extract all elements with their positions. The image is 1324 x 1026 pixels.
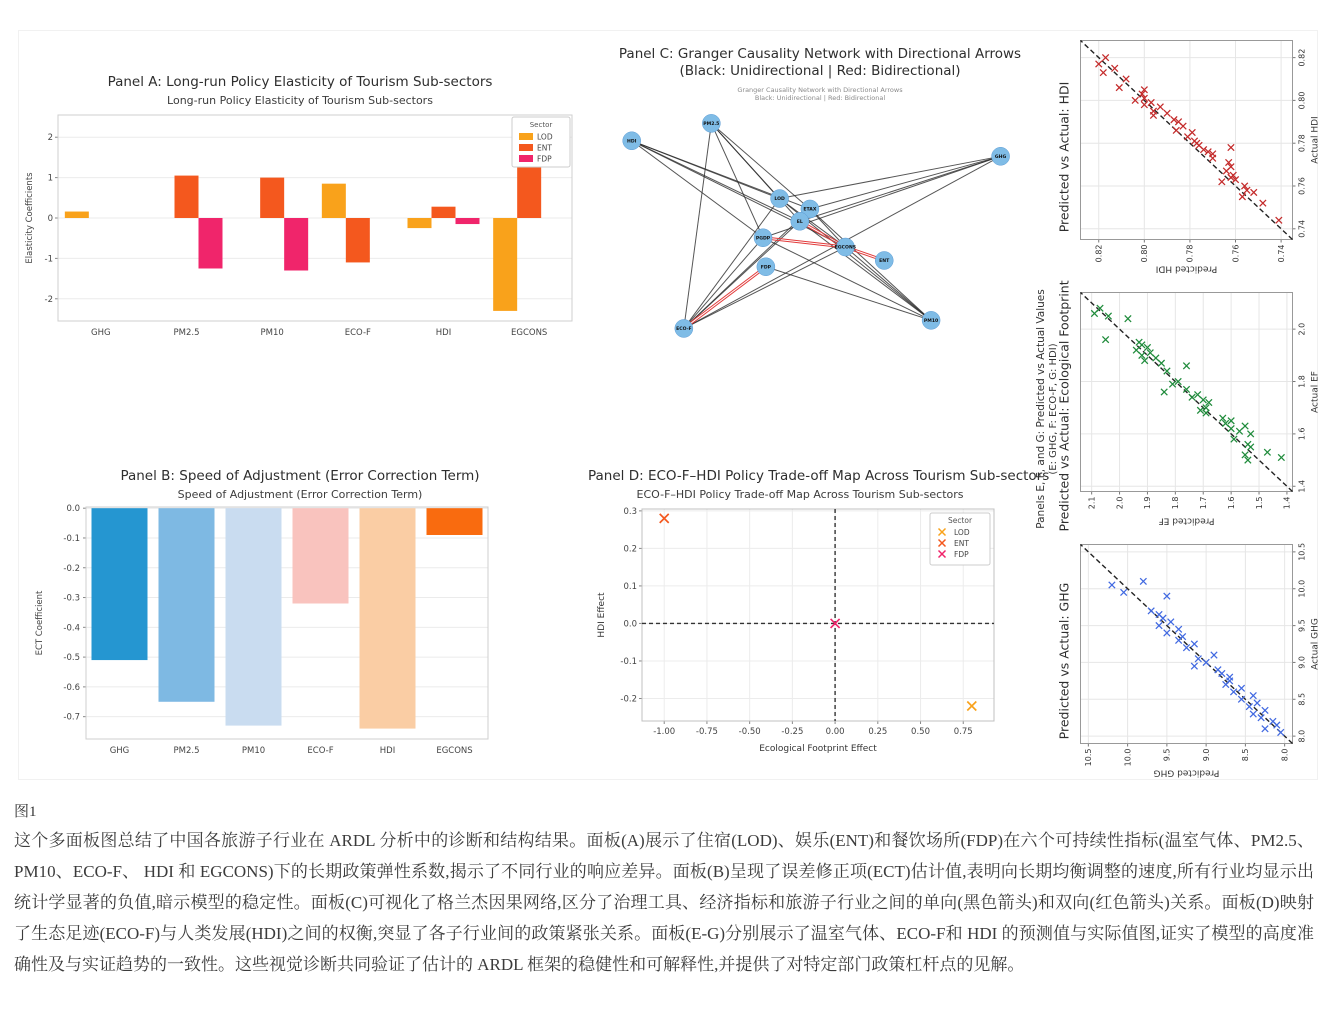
- x-marker: [1261, 725, 1267, 731]
- axis-text: 0.3: [623, 506, 637, 517]
- panel-g: [1056, 538, 1322, 783]
- axis-text: 0.00: [825, 727, 845, 737]
- bar: [432, 207, 456, 218]
- legend-label: ENT: [537, 143, 552, 153]
- x-marker: [1122, 75, 1128, 81]
- category-label: PM2.5: [173, 746, 200, 756]
- identity-line: [1080, 544, 1292, 743]
- x-marker: [1102, 336, 1108, 342]
- axis-text: 9.5: [1162, 748, 1172, 761]
- panel-g-title: Predicted vs Actual: GHG: [1056, 582, 1071, 739]
- x-marker: [1163, 629, 1169, 635]
- axis-text: 10.0: [1122, 748, 1132, 766]
- axis-text: 1.9: [1142, 496, 1152, 509]
- axis-text: 0.0: [66, 504, 80, 515]
- bar: [322, 184, 346, 218]
- y-axis-label: Predicted EF: [1158, 515, 1214, 525]
- network-node-label: ENT: [879, 259, 890, 265]
- panel-f-chart: [1074, 286, 1324, 531]
- category-label: ECO-F: [344, 328, 371, 338]
- bar: [456, 218, 480, 224]
- axis-text: 0.75: [953, 727, 973, 737]
- axis-text: -2: [44, 294, 53, 305]
- x-marker: [1120, 589, 1126, 595]
- axis-text: -0.3: [63, 593, 80, 604]
- x-marker: [1140, 578, 1146, 584]
- x-marker: [1159, 615, 1165, 621]
- network-node-label: PGDP: [755, 236, 771, 242]
- causality-edge-unidirectional: [810, 209, 931, 320]
- legend-label: LOD: [954, 528, 970, 537]
- x-marker: [1236, 428, 1242, 434]
- x-marker: [1160, 388, 1166, 394]
- axis-text: 0.78: [1297, 133, 1306, 152]
- identity-line: [1080, 292, 1292, 491]
- bar: [360, 508, 416, 728]
- legend-swatch: [519, 155, 533, 162]
- causality-edge-unidirectional: [684, 238, 763, 329]
- bar: [65, 212, 89, 218]
- causality-edge-unidirectional: [711, 123, 810, 209]
- x-marker: [1183, 362, 1189, 368]
- axis-text: 0: [47, 214, 53, 224]
- axis-text: 0.76: [1230, 244, 1240, 262]
- panel-b-subtitle: Speed of Adjustment (Error Correction Term): [177, 488, 423, 501]
- x-marker: [1253, 699, 1259, 705]
- axis-text: 0.82: [1094, 244, 1104, 262]
- panels-efg-side-label: [1035, 244, 1061, 574]
- axis-text: 1.6: [1297, 427, 1306, 440]
- x-marker: [1261, 707, 1267, 713]
- axis-text: 1.4: [1297, 479, 1306, 493]
- x-marker: [1278, 454, 1284, 460]
- x-marker: [1183, 644, 1189, 650]
- panel-d-subtitle: ECO-F–HDI Policy Trade-off Map Across Tourism Sub-sectors: [636, 488, 964, 501]
- axis-text: 0.82: [1297, 48, 1306, 67]
- x-marker: [1108, 581, 1114, 587]
- axis-text: -1: [44, 254, 53, 265]
- axis-text: -0.6: [63, 682, 80, 693]
- axis-text: 0.78: [1185, 244, 1195, 262]
- x-marker: [1230, 688, 1236, 694]
- x-marker: [1147, 99, 1153, 105]
- x-marker: [1218, 178, 1224, 184]
- axis-text: 0.74: [1276, 244, 1286, 262]
- axis-text: -0.2: [63, 563, 80, 574]
- y-axis-label: Predicted GHG: [1153, 767, 1219, 777]
- bar: [260, 178, 284, 218]
- axis-text: 0.2: [623, 544, 637, 555]
- legend-label: ENT: [954, 539, 969, 548]
- panel-c-title-line2: (Black: Unidirectional | Red: Bidirectional): [679, 63, 961, 79]
- axis-text: 2.0: [1297, 322, 1306, 336]
- x-marker: [1191, 640, 1197, 646]
- panel-g-chart: [1074, 538, 1324, 783]
- x-marker: [1163, 592, 1169, 598]
- x-marker: [1277, 729, 1283, 735]
- axis-text: 9.5: [1297, 618, 1306, 632]
- bar: [159, 508, 215, 702]
- panels-efg-side-label-line2: (E: GHG, F: ECO-F, G: HDI): [1048, 343, 1059, 475]
- axis-text: 0.80: [1139, 244, 1149, 262]
- legend-title: Sector: [529, 121, 553, 129]
- panel-a-title: Panel A: Long-run Policy Elasticity of Tourism Sub-sectors: [107, 74, 493, 90]
- axis-text: 10.0: [1297, 579, 1306, 598]
- axis-text: 8.5: [1297, 692, 1306, 706]
- axis-text: -0.25: [781, 727, 804, 737]
- bar: [408, 218, 432, 228]
- x-marker: [1247, 430, 1253, 436]
- x-marker: [1135, 339, 1141, 345]
- y-axis-label: HDI Effect: [597, 592, 607, 638]
- panel-e-title: Predicted vs Actual: HDI: [1056, 81, 1071, 232]
- x-marker: [1100, 69, 1106, 75]
- panel-d-chart: [588, 501, 1008, 763]
- bar: [175, 176, 199, 218]
- x-axis-label: Ecological Footprint Effect: [759, 744, 877, 754]
- x-marker: [1157, 103, 1163, 109]
- x-axis-label: Actual HDI: [1310, 115, 1320, 164]
- panel-b: [20, 468, 580, 763]
- bar: [199, 218, 223, 268]
- x-marker: [1219, 414, 1225, 420]
- axis-text: -0.1: [620, 656, 637, 667]
- x-marker: [1124, 315, 1130, 321]
- causality-edge-unidirectional: [800, 221, 931, 320]
- x-marker: [1116, 84, 1122, 90]
- x-marker: [1264, 449, 1270, 455]
- axis-text: 8.5: [1240, 748, 1250, 761]
- causality-edge-bidirectional: [683, 266, 765, 328]
- axis-text: -1.00: [653, 727, 676, 737]
- category-label: ECO-F: [307, 746, 334, 756]
- axis-text: 8.0: [1297, 729, 1306, 742]
- axis-text: -0.50: [738, 727, 761, 737]
- legend-title: Sector: [947, 516, 973, 525]
- network-node-label: PM2.5: [703, 121, 720, 127]
- x-marker: [1163, 110, 1169, 116]
- x-marker: [1250, 692, 1256, 698]
- axis-text: 0.76: [1297, 176, 1306, 195]
- panels-efg-side-label-line1: Panels E, F, and G: Predicted vs Actual Values: [1035, 289, 1047, 529]
- axis-text: 0.0: [623, 619, 637, 630]
- causality-edge-unidirectional: [810, 156, 1001, 209]
- axis-text: 2.0: [1114, 496, 1124, 509]
- bar: [493, 218, 517, 311]
- causality-edge-unidirectional: [711, 123, 799, 221]
- axis-text: -0.7: [63, 712, 80, 723]
- panel-c: [595, 46, 1045, 354]
- panel-c-title-line1: Panel C: Granger Causality Network with Directional Arrows: [618, 46, 1022, 62]
- bar: [427, 508, 483, 535]
- x-axis-label: Actual EF: [1310, 370, 1320, 413]
- bar: [92, 508, 148, 660]
- x-marker: [1227, 144, 1233, 150]
- y-axis-label: ECT Coefficient: [35, 590, 45, 656]
- panel-b-title: Panel B: Speed of Adjustment (Error Correction Term): [120, 468, 480, 484]
- bar: [293, 508, 349, 603]
- x-marker: [1173, 127, 1179, 133]
- identity-line: [1080, 40, 1292, 239]
- axis-text: -0.4: [63, 623, 80, 634]
- y-axis-label: Elasticity Coefficients: [25, 172, 35, 264]
- network-node-label: EGCONS: [834, 245, 857, 251]
- category-label: EGCONS: [436, 746, 473, 756]
- panel-a-subtitle: Long-run Policy Elasticity of Tourism Sub-sectors: [167, 94, 433, 107]
- axis-text: 9.0: [1201, 748, 1211, 761]
- network-node-label: EL: [796, 219, 803, 225]
- category-label: GHG: [109, 746, 130, 756]
- panel-b-chart: [28, 501, 498, 763]
- category-label: HDI: [379, 746, 396, 756]
- x-marker: [1191, 662, 1197, 668]
- axis-text: 1.8: [1170, 496, 1180, 509]
- bar: [346, 218, 370, 262]
- network-node-label: PM10: [923, 318, 939, 324]
- x-marker: [1241, 451, 1247, 457]
- bar: [226, 508, 282, 725]
- axis-text: 1.5: [1254, 496, 1264, 509]
- panel-d: [588, 468, 1050, 763]
- causality-edge-unidirectional: [684, 123, 711, 328]
- axis-text: -0.2: [620, 694, 637, 705]
- network-node-label: GHG: [994, 154, 1007, 160]
- x-marker: [1238, 685, 1244, 691]
- axis-text: 1: [47, 173, 53, 184]
- x-marker: [1259, 199, 1265, 205]
- y-axis-label: Predicted HDI: [1155, 263, 1217, 273]
- network-node-label: FDP: [760, 265, 772, 271]
- x-axis-label: Actual GHG: [1310, 617, 1320, 670]
- category-label: PM2.5: [173, 328, 200, 338]
- legend-swatch: [519, 133, 533, 140]
- axis-text: 0.50: [911, 727, 930, 737]
- category-label: PM10: [260, 328, 284, 338]
- causality-edge-bidirectional: [684, 268, 766, 330]
- axis-text: 2.1: [1086, 496, 1096, 509]
- bar: [284, 218, 308, 271]
- panel-e: [1056, 34, 1322, 279]
- x-marker: [1111, 65, 1117, 71]
- x-marker: [1250, 710, 1256, 716]
- causality-edge-unidirectional: [711, 123, 763, 237]
- axis-text: 10.5: [1297, 542, 1306, 561]
- axis-text: 1.4: [1282, 496, 1292, 509]
- figure-caption-label: 图1: [14, 804, 37, 820]
- network-node-label: ECO-F: [676, 327, 692, 333]
- legend-label: FDP: [537, 154, 552, 164]
- category-label: HDI: [435, 328, 452, 338]
- axis-text: 0.1: [623, 581, 637, 592]
- axis-text: 0.74: [1297, 219, 1306, 238]
- panel-d-title: Panel D: ECO-F–HDI Policy Trade-off Map Across Tourism Sub-sectors: [588, 468, 1050, 484]
- axis-text: -0.75: [695, 727, 718, 737]
- category-label: EGCONS: [510, 328, 548, 338]
- panel-c-network: [600, 104, 1040, 354]
- axis-text: -0.5: [63, 653, 80, 664]
- x-marker: [1167, 618, 1173, 624]
- axis-text: 8.0: [1279, 748, 1289, 761]
- network-node-label: ETAX: [803, 207, 817, 213]
- figure-caption-text: 这个多面板图总结了中国各旅游子行业在 ARDL 分析中的诊断和结构结果。面板(A)展示了住宿(LOD)、娱乐(ENT)和餐饮场所(FDP)在六个可持续性指标(温室气体、PM2.5、PM10、ECO-F、 HDI 和 EGCONS)下的长期政策弹性系数,揭示了不同行业的响应差异。面板(B)呈现了误差修正项(ECT)估计值,表明向长期均衡调整的速度,所有行业均显示出统计学显著的负值,暗示模型的稳定性。面板(C)可视化了格兰杰因果网络,区分了治理工具、经济指标和旅游子行业之间的单向(黑色箭头)和双向(红色箭头)关系。面板(D)映射了生态足迹(ECO-F)与人类发展(HDI)之间的权衡,突显了各子行业间的政策紧张关系。面板(E-G)分别展示了温室气体、ECO-F和 HDI 的预测值与实际值图,证实了模型的高度准确性及与实证趋势的一致性。这些视觉诊断共同验证了估计的 ARDL 框架的稳健性和可解释性,并提供了对特定部门政策杠杆点的见解。: [14, 831, 1314, 974]
- axis-text: 1.8: [1297, 374, 1306, 388]
- panel-a: [20, 74, 580, 345]
- panel-f: [1056, 279, 1322, 531]
- panel-c-subtitle-line2: Black: Unidirectional | Red: Bidirectional: [754, 94, 886, 102]
- causality-edge-unidirectional: [632, 141, 763, 238]
- legend-label: FDP: [954, 550, 969, 559]
- x-marker: [1195, 655, 1201, 661]
- category-label: PM10: [241, 746, 266, 756]
- axis-text: 0.25: [868, 727, 888, 737]
- axis-text: 2: [47, 133, 53, 144]
- x-marker: [1223, 167, 1229, 173]
- axis-text: 9.0: [1297, 655, 1306, 669]
- legend-label: LOD: [537, 132, 553, 142]
- x-marker: [1147, 607, 1153, 613]
- panel-f-title: Predicted vs Actual: Ecological Footprint: [1056, 279, 1071, 531]
- network-node-label: LOD: [774, 197, 785, 203]
- category-label: GHG: [91, 328, 111, 338]
- x-marker: [1175, 626, 1181, 632]
- panel-e-chart: [1074, 34, 1324, 279]
- legend-swatch: [519, 144, 533, 151]
- x-marker: [1250, 189, 1256, 195]
- axis-text: 1.7: [1198, 496, 1208, 509]
- panel-c-subtitle-line1: Granger Causality Network with Directional Arrows: [737, 86, 903, 94]
- x-marker: [1188, 394, 1194, 400]
- x-marker: [1210, 651, 1216, 657]
- axis-text: -0.1: [63, 533, 80, 544]
- x-marker: [1275, 217, 1281, 223]
- axis-text: 10.5: [1083, 748, 1093, 766]
- axis-text: 0.80: [1297, 91, 1306, 109]
- panel-a-chart: [20, 107, 580, 345]
- network-node-label: HDI: [627, 139, 637, 145]
- axis-text: 1.6: [1226, 496, 1236, 509]
